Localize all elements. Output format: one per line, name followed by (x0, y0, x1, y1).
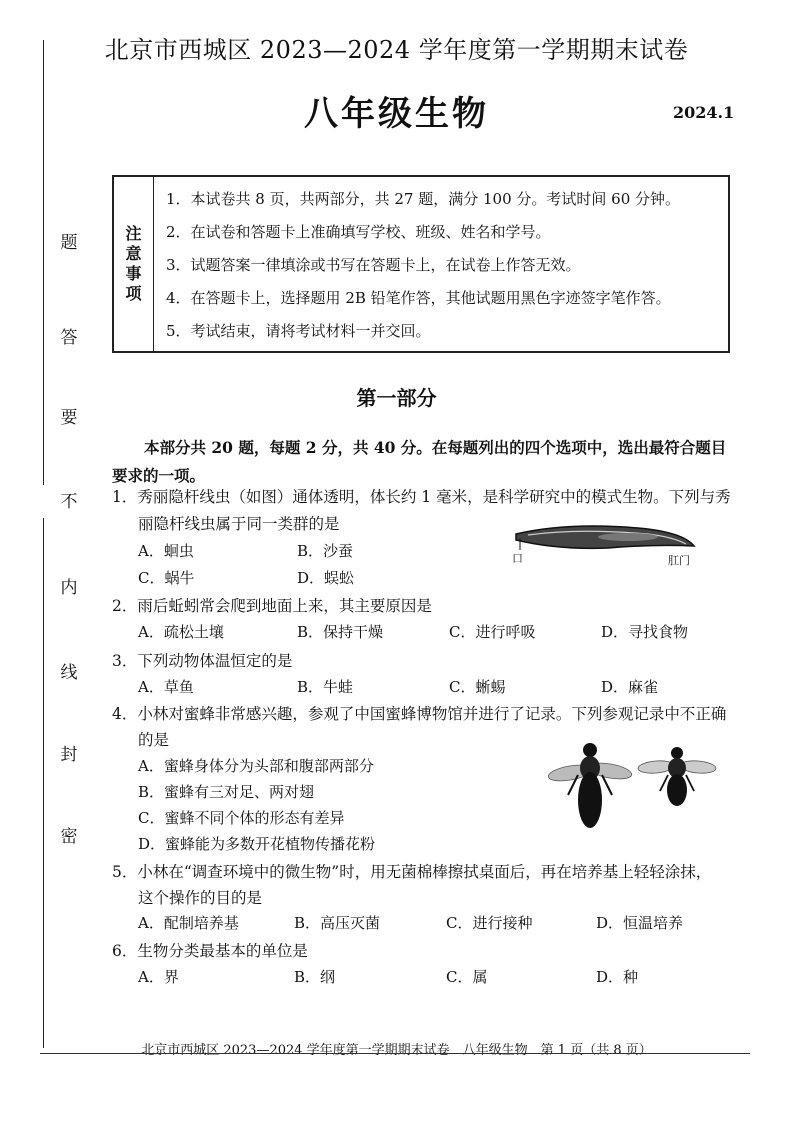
seal-char: 不 (60, 492, 78, 512)
seal-char: 答 (60, 328, 78, 348)
question-1-line2: 丽隐杆线虫属于同一类群的是 (138, 515, 340, 533)
question-4-line2: 的是 (138, 731, 170, 749)
q5-option-b: B．高压灭菌 (294, 914, 381, 932)
notice-label-char: 意 (125, 244, 142, 263)
grade-subject-title: 八年级生物 (304, 94, 489, 134)
question-6: 6．生物分类最基本的单位是 (112, 942, 308, 960)
exam-date: 2024.1 (673, 103, 735, 122)
q3-option-c: C．蜥蜴 (449, 678, 506, 696)
notice-item: 2．在试卷和答题卡上准确填写学校、班级、姓名和学号。 (166, 223, 551, 241)
question-3: 3．下列动物体温恒定的是 (112, 652, 293, 670)
q6-option-c: C．属 (446, 968, 488, 986)
q1-option-d: D．蜈蚣 (297, 569, 355, 587)
q2-option-c: C．进行呼吸 (449, 623, 536, 641)
seal-char: 密 (60, 827, 78, 847)
bees-illustration (548, 735, 723, 835)
q4-option-a: A．蜜蜂身体分为头部和腹部两部分 (138, 757, 374, 775)
q1-option-c: C．蜗牛 (138, 569, 195, 587)
question-5-line1: 5．小林在“调查环境中的微生物”时，用无菌棉棒擦拭桌面后，再在培养基上轻轻涂抹， (112, 863, 712, 881)
part-intro-text: 本部分共 20 题，每题 2 分，共 40 分。在每题列出的四个选项中，选出最符合题目要求的一项。 (112, 438, 727, 485)
q6-option-a: A．界 (138, 968, 179, 986)
question-5-line2: 这个操作的目的是 (138, 889, 263, 907)
q3-option-b: B．牛蛙 (297, 678, 354, 696)
q4-option-b: B．蜜蜂有三对足、两对翅 (138, 783, 315, 801)
exam-title: 北京市西城区 2023—2024 学年度第一学期期末试卷 (104, 36, 689, 64)
binding-line-lower (43, 518, 44, 1048)
part-intro (112, 434, 737, 490)
question-2: 2．雨后蚯蚓常会爬到地面上来，其主要原因是 (112, 597, 432, 615)
q2-option-b: B．保持干燥 (297, 623, 384, 641)
seal-char: 题 (60, 233, 78, 253)
mouth-label: 口 (512, 552, 523, 565)
q6-option-b: B．纲 (294, 968, 336, 986)
notice-item: 1．本试卷共 8 页，共两部分，共 27 题，满分 100 分。考试时间 60 分钟。 (166, 190, 681, 208)
seal-char: 线 (60, 663, 78, 683)
footer-rule (40, 1053, 750, 1054)
notice-item: 3．试题答案一律填涂或书写在答题卡上，在试卷上作答无效。 (166, 256, 581, 274)
seal-char: 封 (60, 745, 78, 765)
question-4-line1: 4．小林对蜜蜂非常感兴趣，参观了中国蜜蜂博物馆并进行了记录。下列参观记录中不正确 (112, 705, 727, 723)
q1-option-b: B．沙蚕 (297, 542, 354, 560)
q5-option-c: C．进行接种 (446, 914, 533, 932)
notice-label-char: 事 (125, 264, 142, 283)
question-1-line1: 1．秀丽隐杆线虫（如图）通体透明，体长约 1 毫米，是科学研究中的模式生物。下列与秀 (112, 488, 731, 506)
seal-char: 要 (60, 408, 78, 428)
page-footer: 北京市西城区 2023—2024 学年度第一学期期末试卷 八年级生物 第 1 页（共 8 页） (141, 1043, 652, 1058)
nematode-figure (508, 520, 698, 568)
q3-option-a: A．草鱼 (138, 678, 194, 696)
notice-label-char: 注 (125, 224, 142, 243)
q4-option-c: C．蜜蜂不同个体的形态有差异 (138, 809, 345, 827)
q5-option-a: A．配制培养基 (138, 914, 239, 932)
bees-figure (548, 735, 723, 835)
q3-option-d: D．麻雀 (601, 678, 659, 696)
q5-option-d: D．恒温培养 (596, 914, 684, 932)
notice-items (166, 183, 680, 348)
anus-label: 肛门 (668, 554, 690, 567)
part-title: 第一部分 (356, 386, 437, 410)
q6-option-d: D．种 (596, 968, 639, 986)
notice-item: 5．考试结束，请将考试材料一并交回。 (166, 322, 431, 340)
seal-char: 内 (60, 578, 78, 598)
q4-option-d: D．蜜蜂能为多数开花植物传播花粉 (138, 835, 376, 853)
q2-option-d: D．寻找食物 (601, 623, 689, 641)
notice-label-char: 项 (125, 284, 142, 303)
notice-label (114, 177, 154, 351)
q1-option-a: A．蛔虫 (138, 542, 194, 560)
notice-item: 4．在答题卡上，选择题用 2B 铅笔作答，其他试题用黑色字迹签字笔作答。 (166, 289, 671, 307)
notice-box (112, 175, 730, 353)
q2-option-a: A．疏松土壤 (138, 623, 224, 641)
